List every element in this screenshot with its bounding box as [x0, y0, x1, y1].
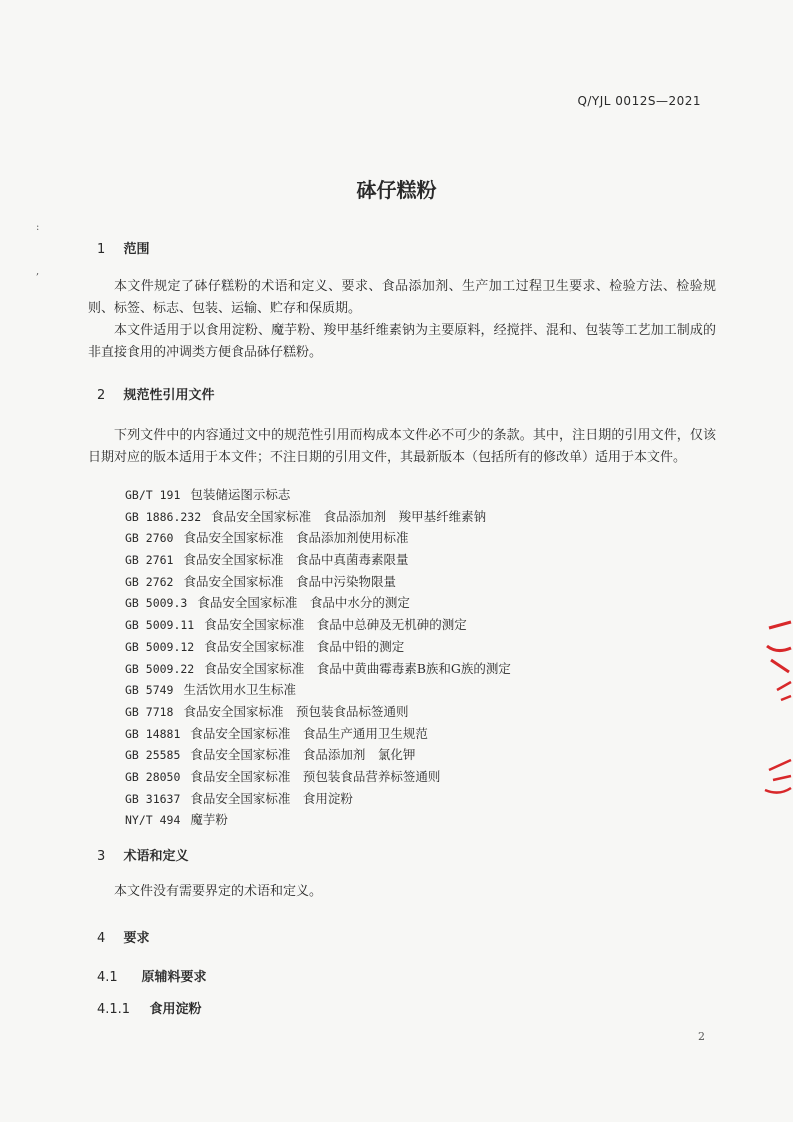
reference-item	[125, 744, 511, 766]
reference-title: 食品安全国家标准 食品中铅的测定	[204, 638, 405, 654]
reference-code: GB 5009.11	[125, 618, 195, 633]
section-heading-requirements	[97, 927, 150, 946]
section-heading-edible-starch	[97, 998, 202, 1017]
section-number: 4.1	[97, 970, 118, 985]
section-title: 要求	[123, 931, 150, 946]
reference-list	[125, 484, 511, 831]
section-number: 4	[97, 931, 106, 946]
section-heading-scope	[97, 238, 150, 257]
reference-title: 食品安全国家标准 食品添加剂使用标准	[183, 530, 409, 546]
section-number: 4.1.1	[97, 1002, 131, 1017]
reference-item	[125, 788, 511, 810]
reference-title: 食品安全国家标准 预包装食品营养标签通则	[190, 768, 441, 784]
section-number: 1	[97, 242, 106, 257]
reference-code: GB/T 191	[125, 488, 181, 502]
reference-code: GB 31637	[125, 791, 181, 806]
reference-code: GB 5009.12	[125, 639, 195, 654]
reference-item	[125, 506, 511, 528]
seal-stamp-fragment	[763, 620, 793, 810]
reference-title: 食品安全国家标准 食品中总砷及无机砷的测定	[204, 617, 467, 633]
reference-title: 食品安全国家标准 食品添加剂 氯化钾	[190, 747, 416, 763]
reference-item	[125, 527, 511, 549]
reference-title: 包装储运图示标志	[190, 487, 291, 502]
section-heading-references	[97, 384, 215, 403]
terms-paragraph: 本文件没有需要界定的术语和定义。	[114, 884, 323, 899]
reference-title: 食品安全国家标准 食品添加剂 羧甲基纤维素钠	[211, 508, 487, 524]
scope-paragraph-1: 本文件规定了砵仔糕粉的术语和定义、要求、食品添加剂、生产加工过程卫生要求、检验方法、检验规则、标签、标志、包装、运输、贮存和保质期。	[88, 279, 716, 316]
reference-title: 食品安全国家标准 食品中黄曲霉毒素B族和G族的测定	[204, 660, 511, 676]
reference-code: GB 5009.22	[125, 661, 195, 676]
section-title: 原辅料要求	[141, 970, 207, 985]
reference-title: 生活饮用水卫生标准	[183, 682, 296, 698]
scope-paragraph-2: 本文件适用于以食用淀粉、魔芋粉、羧甲基纤维素钠为主要原料，经搅拌、混和、包装等工艺加工制成的非直接食用的冲调类方便食品砵仔糕粉。	[88, 323, 716, 360]
margin-speck: :	[36, 222, 40, 233]
standard-code: Q/YJL 0012S—2021	[577, 94, 701, 108]
margin-speck: ,	[36, 266, 40, 277]
page-number: 2	[698, 1030, 705, 1043]
reference-item	[125, 658, 511, 680]
section-title: 术语和定义	[123, 849, 189, 864]
reference-item	[125, 592, 511, 614]
section-title: 规范性引用文件	[123, 388, 215, 403]
reference-code: GB 28050	[125, 769, 181, 784]
reference-code: GB 14881	[125, 726, 181, 741]
page-title: 砵仔糕粉	[356, 178, 437, 202]
reference-code: GB 2760	[125, 531, 174, 546]
reference-code: GB 7718	[125, 704, 174, 719]
reference-code: GB 2761	[125, 553, 174, 568]
reference-item	[125, 484, 511, 506]
reference-title: 食品安全国家标准 食品中污染物限量	[183, 573, 396, 589]
reference-item	[125, 809, 511, 831]
reference-item	[125, 571, 511, 593]
reference-title: 食品安全国家标准 食品生产通用卫生规范	[190, 725, 428, 741]
reference-title: 食品安全国家标准 食品中真菌毒素限量	[183, 552, 409, 568]
reference-title: 食品安全国家标准 食品中水分的测定	[197, 595, 410, 611]
reference-title: 魔芋粉	[190, 812, 228, 828]
reference-item	[125, 549, 511, 571]
reference-item	[125, 701, 511, 723]
reference-code: GB 5009.3	[125, 596, 188, 611]
reference-code: GB 25585	[125, 748, 181, 763]
reference-title: 食品安全国家标准 食用淀粉	[190, 790, 353, 806]
reference-item	[125, 766, 511, 788]
reference-code: NY/T 494	[125, 813, 181, 828]
reference-item	[125, 636, 511, 658]
references-intro-paragraph: 下列文件中的内容通过文中的规范性引用而构成本文件必不可少的条款。其中，注日期的引用文件，仅该日期对应的版本适用于本文件；不注日期的引用文件，其最新版本（包括所有的修改单）适用于本文件。	[88, 428, 716, 465]
section-heading-terms	[97, 845, 189, 864]
section-title: 范围	[123, 242, 150, 257]
section-heading-raw-materials	[97, 966, 207, 985]
reference-item	[125, 614, 511, 636]
section-number: 3	[97, 849, 106, 864]
reference-item	[125, 679, 511, 701]
reference-code: GB 5749	[125, 683, 174, 698]
section-number: 2	[97, 388, 106, 403]
reference-item	[125, 723, 511, 745]
reference-code: GB 2762	[125, 574, 174, 589]
reference-code: GB 1886.232	[125, 509, 202, 524]
reference-title: 食品安全国家标准 预包装食品标签通则	[183, 703, 409, 719]
section-title: 食用淀粉	[149, 1002, 202, 1017]
